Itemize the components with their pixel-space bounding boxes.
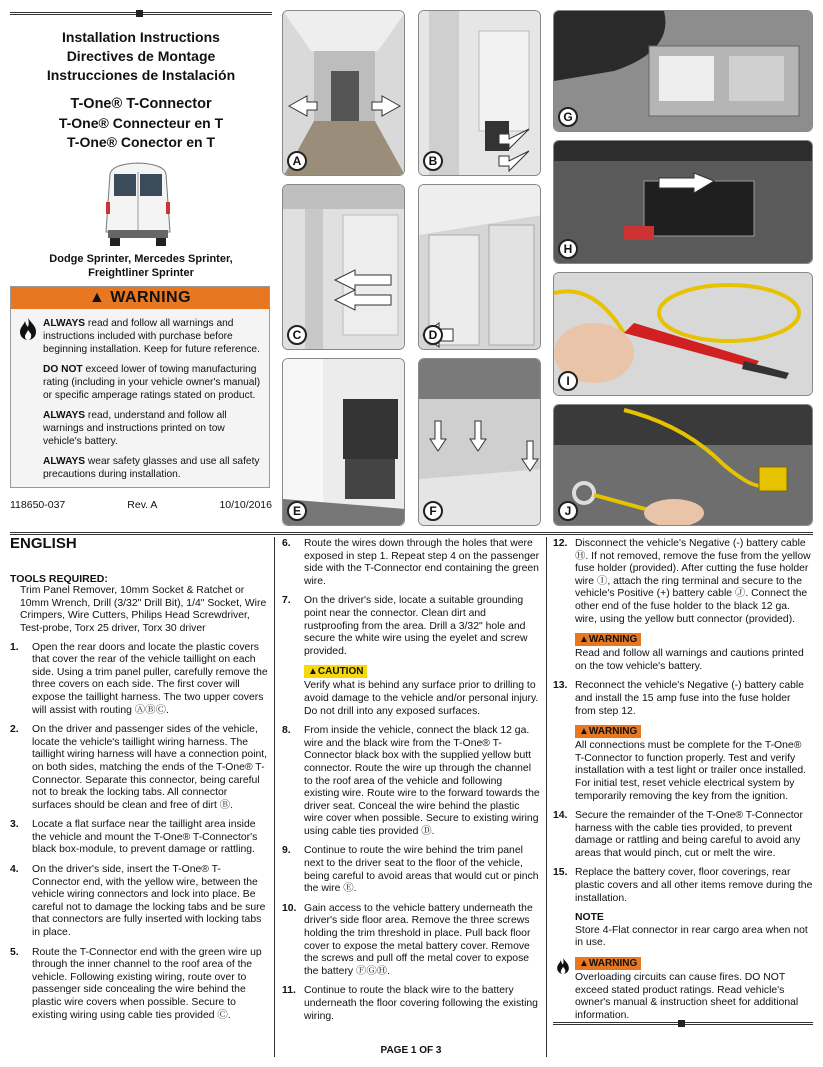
photo-label-e: E bbox=[287, 501, 307, 521]
caution-block bbox=[282, 665, 540, 718]
warning-triangle-icon: ▲ bbox=[579, 726, 589, 738]
language-heading: ENGLISH bbox=[10, 535, 77, 552]
warning-13-text: All connections must be complete for the T-One® T-Connector to function properly. Test and verify installation with a test light or trailer once installed. For initial test, reset vehicle electrical system by temporarily removing the key from the ignition. bbox=[575, 740, 807, 802]
note-text: Store 4-Flat connector in rear cargo area when not in use. bbox=[575, 924, 808, 949]
vehicle-models bbox=[10, 252, 272, 280]
step-11: 11. Continue to route the black wire to the battery underneath the floor covering following the existing wiring. bbox=[282, 985, 538, 1022]
doc-date: 10/10/2016 bbox=[219, 499, 272, 511]
title-block bbox=[10, 28, 272, 152]
column-divider-1 bbox=[274, 537, 275, 1057]
fire-icon bbox=[555, 957, 571, 975]
rule-marker bbox=[136, 10, 143, 17]
warning-badge: ▲WARNING bbox=[575, 633, 641, 646]
photo-h bbox=[553, 140, 813, 264]
models-line-2: Freightliner Sprinter bbox=[88, 267, 194, 279]
caution-triangle-icon: ▲ bbox=[308, 666, 318, 678]
section-rule bbox=[10, 532, 813, 535]
tools-heading: TOOLS REQUIRED: bbox=[10, 572, 108, 585]
document-info bbox=[10, 499, 272, 511]
instructions-column-1 bbox=[10, 535, 268, 1029]
warning-triangle-icon: ▲ bbox=[579, 634, 589, 646]
step-13: 13. Reconnect the vehicle's Negative (-) battery cable and install the 15 amp fuse into the fuse holder from step 12. bbox=[553, 680, 804, 717]
photo-b bbox=[418, 10, 541, 176]
step-10: 10. Gain access to the vehicle battery underneath the driver's side floor area. Remove the three screws holding the trim threshold in place. Pull back floor cover to expose the metal battery cover. Remove the screws and pull off the metal cover to expose the battery ⒻⒼⒽ. bbox=[282, 902, 533, 977]
page-number: PAGE 1 OF 3 bbox=[380, 1045, 442, 1056]
photo-label-d: D bbox=[423, 325, 443, 345]
column-divider-2 bbox=[546, 537, 547, 1057]
fire-icon bbox=[17, 317, 39, 341]
step-1: 1. Open the rear doors and locate the plastic covers that cover the rear of the vehicle taillight on each side. Using a trim panel puller, carefully remove the three covers on each side. The first cover will expose the taillight harness. The two upper covers will assist with routing ⒶⒷⒸ. bbox=[10, 641, 268, 716]
photo-label-i: I bbox=[558, 371, 578, 391]
step-5: 5. Route the T-Connector end with the green wire up through the inner channel to the roof area of the vehicle. Following existing wiring, route over to passenger side concealing the wire behind the plastic wire covers when possible. Secure to existing wiring using cable ties provided Ⓒ. bbox=[10, 946, 262, 1021]
step-9: 9. Continue to route the wire behind the trim panel next to the driver seat to the floor of the vehicle, being careful to avoid areas that would cut or pinch the wire Ⓔ. bbox=[282, 845, 539, 895]
step-4: 4. On the driver's side, insert the T-One® T-Connector end, with the yellow wire, between the vehicle wiring connectors and lock into place. Be careful not to damage the locking tabs and be sure that connectors are fully inserted with locking tabs in place. bbox=[10, 864, 266, 939]
warning-triangle-icon: ▲ bbox=[88, 289, 111, 306]
rule-marker bbox=[678, 1020, 685, 1027]
part-number: 118650-037 bbox=[10, 499, 66, 511]
photo-a bbox=[282, 10, 405, 176]
step-14: 14. Secure the remainder of the T-One® T-Connector harness with the cable ties provided, to prevent damage or rattling and being careful to avoid any areas that would pinch, cut or melt the wire. bbox=[553, 810, 803, 859]
title-fr: Directives de Montage bbox=[66, 48, 216, 64]
step-2: 2. On the driver and passenger sides of the vehicle, locate the vehicle's taillight wiring harness. The taillight wiring harness will have a connection point, on both sides, matching the ends of the T-One® T-Connector. Separate this connector, being careful not to break the locking tabs. All connector surfaces should be clean and free of dirt Ⓑ. bbox=[10, 724, 268, 811]
warning-box bbox=[10, 286, 270, 488]
step-15: 15. Replace the battery cover, floor coverings, rear plastic covers and all other items remove during the installation. bbox=[553, 867, 813, 904]
warning-p3: ALWAYS read, understand and follow all warnings and instructions printed on tow vehicle's battery. bbox=[43, 410, 227, 447]
title-en: Installation Instructions bbox=[62, 29, 220, 45]
final-warning-block bbox=[553, 957, 813, 1022]
step-7: 7. On the driver's side, locate a suitable grounding point near the connector. Clean dirt and rustproofing from the area. Drill a 3/32" hole and secure the white wire using the eyelet and screw provided. bbox=[282, 595, 528, 657]
caution-badge: ▲CAUTION bbox=[304, 665, 367, 678]
warning-text bbox=[43, 317, 265, 488]
photo-label-b: B bbox=[423, 151, 443, 171]
photo-d bbox=[418, 184, 541, 350]
step-6: 6. Route the wires down through the holes that were exposed in step 1. Repeat step 4 on the passenger side with the T-Connector end containing the green wire. bbox=[282, 538, 540, 587]
van-illustration bbox=[100, 160, 176, 248]
warning-badge: ▲WARNING bbox=[575, 957, 641, 970]
warning-13-block bbox=[553, 725, 813, 803]
note-heading: NOTE bbox=[575, 912, 604, 924]
photo-label-c: C bbox=[287, 325, 307, 345]
product-en: T-One® T-Connector bbox=[70, 96, 212, 112]
step-12: 12. Disconnect the vehicle's Negative (-) battery cable Ⓗ. If not removed, remove the fuse from the yellow fuse holder (provided). After cutting the fuse holder wire Ⓘ, attach the ring terminal and secure to the vehicle's Positive (+) battery cable Ⓙ. Connect the other end of the fuse holder to the black 12 ga. wire, using the yellow butt connector (provided). bbox=[553, 538, 811, 625]
photo-label-f: F bbox=[423, 501, 443, 521]
warning-p1: ALWAYS read and follow all warnings and instructions included with purchase before beginning installation. Keep for future reference. bbox=[43, 318, 260, 355]
photo-i bbox=[553, 272, 813, 396]
photo-c bbox=[282, 184, 405, 350]
photo-label-h: H bbox=[558, 239, 578, 259]
step-8: 8. From inside the vehicle, connect the black 12 ga. wire and the black wire from the T-One® T-Connector black box with the supplied yellow butt connector. Route the wire up through the channel to the roof area of the vehicle and following existing wire. Route wire to the forward towards the driver seat. Conceal the wire behind the plastic wire cover when possible. Secure to existing wiring using cable ties provided Ⓓ. bbox=[282, 725, 540, 837]
revision: Rev. A bbox=[127, 499, 158, 511]
product-fr: T-One® Connecteur en T bbox=[58, 115, 224, 131]
warning-12-block bbox=[553, 633, 813, 673]
warning-heading-text: WARNING bbox=[110, 289, 192, 306]
warning-p2: DO NOT exceed lower of towing manufacturing rating (including in your vehicle owner's manual) or specific amperage ratings stated on product. bbox=[43, 364, 261, 401]
photo-g bbox=[553, 10, 813, 132]
models-line-1: Dodge Sprinter, Mercedes Sprinter, bbox=[49, 253, 233, 265]
warning-badge: ▲WARNING bbox=[575, 725, 641, 738]
warning-p4: ALWAYS wear safety glasses and use all safety precautions during installation. bbox=[43, 456, 260, 480]
title-es: Instrucciones de Instalación bbox=[46, 67, 236, 83]
photo-label-j: J bbox=[558, 501, 578, 521]
photo-j bbox=[553, 404, 813, 526]
photo-e bbox=[282, 358, 405, 526]
photo-label-a: A bbox=[287, 151, 307, 171]
product-es: T-One® Conector en T bbox=[67, 134, 215, 150]
step-3: 3. Locate a flat surface near the taillight area inside the vehicle and mount the T-One® T-Connector's black box-module, to prevent damage or rattling. bbox=[10, 819, 258, 856]
warning-heading bbox=[11, 287, 269, 309]
note-block bbox=[553, 912, 813, 950]
warning-triangle-icon: ▲ bbox=[579, 958, 589, 970]
instructions-column-2 bbox=[282, 538, 540, 1030]
tools-list: Trim Panel Remover, 10mm Socket & Ratchet or 10mm Wrench, Drill (3/32" Drill Bit), 1/4" Socket, Wire Crimpers, Wire Cutters, Philips Head Screwdriver, Test-probe, Torx 25 driver, Torx 30 driver bbox=[20, 585, 267, 634]
photo-label-g: G bbox=[558, 107, 578, 127]
warning-12-text: Read and follow all warnings and cautions printed on the tow vehicle's battery. bbox=[575, 648, 804, 672]
photo-f bbox=[418, 358, 541, 526]
caution-text: Verify what is behind any surface prior to drilling to avoid damage to the vehicle and/or personal injury. Do not drill into any exposed surfaces. bbox=[304, 680, 539, 717]
instructions-column-3 bbox=[553, 538, 813, 1029]
final-warning-text: Overloading circuits can cause fires. DO NOT exceed stated product ratings. Read vehicle's owner's manual & instruction sheet for additional information. bbox=[575, 972, 799, 1021]
